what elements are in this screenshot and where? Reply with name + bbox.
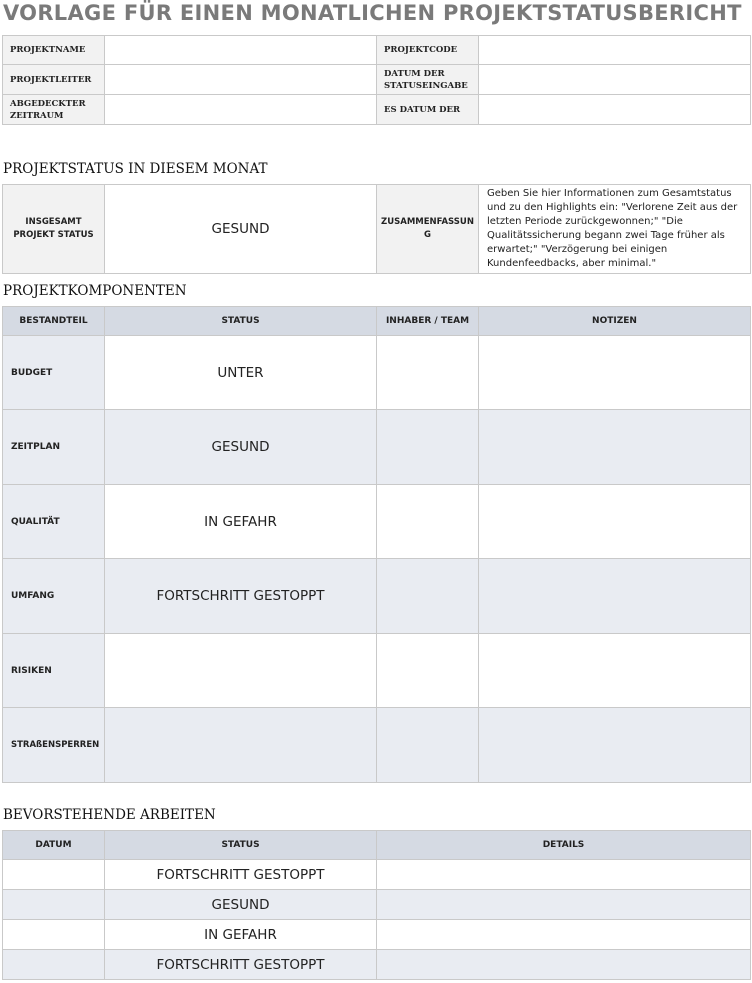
status-month-heading: PROJEKTSTATUS IN DIESEM MONAT xyxy=(3,161,268,177)
upcoming-date[interactable] xyxy=(3,860,105,890)
upcoming-details[interactable] xyxy=(377,890,751,920)
column-header-status: STATUS xyxy=(105,831,377,860)
component-notes[interactable] xyxy=(479,485,751,559)
period-label: ABGEDECKTER ZEITRAUM xyxy=(3,95,105,125)
component-label: UMFANG xyxy=(3,559,105,634)
component-notes[interactable] xyxy=(479,410,751,485)
component-owner[interactable] xyxy=(377,410,479,485)
component-notes[interactable] xyxy=(479,336,751,410)
date-label: ES DATUM DER xyxy=(377,95,479,125)
upcoming-status[interactable]: FORTSCHRITT GESTOPPT xyxy=(105,950,377,980)
project-lead-label: PROJEKTLEITER xyxy=(3,65,105,95)
table-row xyxy=(3,485,751,559)
component-owner[interactable] xyxy=(377,708,479,783)
component-status[interactable]: UNTER xyxy=(105,336,377,410)
project-name-label: PROJEKTNAME xyxy=(3,36,105,65)
column-header-component: BESTANDTEIL xyxy=(3,307,105,336)
project-code-field[interactable] xyxy=(479,36,751,65)
upcoming-status[interactable]: FORTSCHRITT GESTOPPT xyxy=(105,860,377,890)
upcoming-status[interactable]: GESUND xyxy=(105,890,377,920)
upcoming-details[interactable] xyxy=(377,920,751,950)
period-field[interactable] xyxy=(105,95,377,125)
status-date-label: DATUM DER STATUSEINGABE xyxy=(377,65,479,95)
component-notes[interactable] xyxy=(479,559,751,634)
component-label: RISIKEN xyxy=(3,634,105,708)
project-code-label: PROJEKTCODE xyxy=(377,36,479,65)
table-row xyxy=(3,559,751,634)
table-row xyxy=(3,860,751,890)
project-lead-field[interactable] xyxy=(105,65,377,95)
project-name-field[interactable] xyxy=(105,36,377,65)
page-title: VORLAGE FÜR EINEN MONATLICHEN PROJEKTSTATUSBERICHT xyxy=(3,1,742,25)
table-row xyxy=(3,950,751,980)
date-field[interactable] xyxy=(479,95,751,125)
component-status[interactable] xyxy=(105,634,377,708)
status-month-table xyxy=(2,184,751,274)
table-row xyxy=(3,708,751,783)
column-header-status: STATUS xyxy=(105,307,377,336)
column-header-notes: NOTIZEN xyxy=(479,307,751,336)
table-row xyxy=(3,890,751,920)
component-label: ZEITPLAN xyxy=(3,410,105,485)
table-row xyxy=(3,410,751,485)
upcoming-heading: BEVORSTEHENDE ARBEITEN xyxy=(3,807,216,823)
overall-status-value[interactable]: GESUND xyxy=(105,185,377,274)
component-status[interactable]: GESUND xyxy=(105,410,377,485)
component-label: QUALITÄT xyxy=(3,485,105,559)
overall-status-label: INSGESAMT PROJEKT STATUS xyxy=(3,185,105,274)
column-header-details: DETAILS xyxy=(377,831,751,860)
column-header-owner: INHABER / TEAM xyxy=(377,307,479,336)
component-notes[interactable] xyxy=(479,634,751,708)
upcoming-table xyxy=(2,830,751,980)
table-row xyxy=(3,634,751,708)
upcoming-details[interactable] xyxy=(377,860,751,890)
table-row xyxy=(3,336,751,410)
component-owner[interactable] xyxy=(377,559,479,634)
components-table xyxy=(2,306,751,783)
upcoming-details[interactable] xyxy=(377,950,751,980)
upcoming-date[interactable] xyxy=(3,920,105,950)
component-status[interactable]: FORTSCHRITT GESTOPPT xyxy=(105,559,377,634)
status-date-field[interactable] xyxy=(479,65,751,95)
project-info-table xyxy=(2,35,751,125)
component-owner[interactable] xyxy=(377,336,479,410)
component-owner[interactable] xyxy=(377,485,479,559)
components-heading: PROJEKTKOMPONENTEN xyxy=(3,283,187,299)
summary-label: ZUSAMMENFASSUNG xyxy=(377,185,479,274)
table-row xyxy=(3,920,751,950)
column-header-date: DATUM xyxy=(3,831,105,860)
component-notes[interactable] xyxy=(479,708,751,783)
summary-text[interactable]: Geben Sie hier Informationen zum Gesamtstatus und zu den Highlights ein: "Verlorene Zeit aus der letzten Periode zurückgewonnen;" "Die Qualitätssicherung begann zwei Tage früher als erwartet;" "Verzögerung bei einigen Kundenfeedbacks, aber minimal." xyxy=(479,185,751,274)
upcoming-date[interactable] xyxy=(3,950,105,980)
component-status[interactable] xyxy=(105,708,377,783)
upcoming-status[interactable]: IN GEFAHR xyxy=(105,920,377,950)
component-owner[interactable] xyxy=(377,634,479,708)
component-label: BUDGET xyxy=(3,336,105,410)
upcoming-date[interactable] xyxy=(3,890,105,920)
component-status[interactable]: IN GEFAHR xyxy=(105,485,377,559)
component-label: STRAßENSPERREN xyxy=(3,708,105,783)
